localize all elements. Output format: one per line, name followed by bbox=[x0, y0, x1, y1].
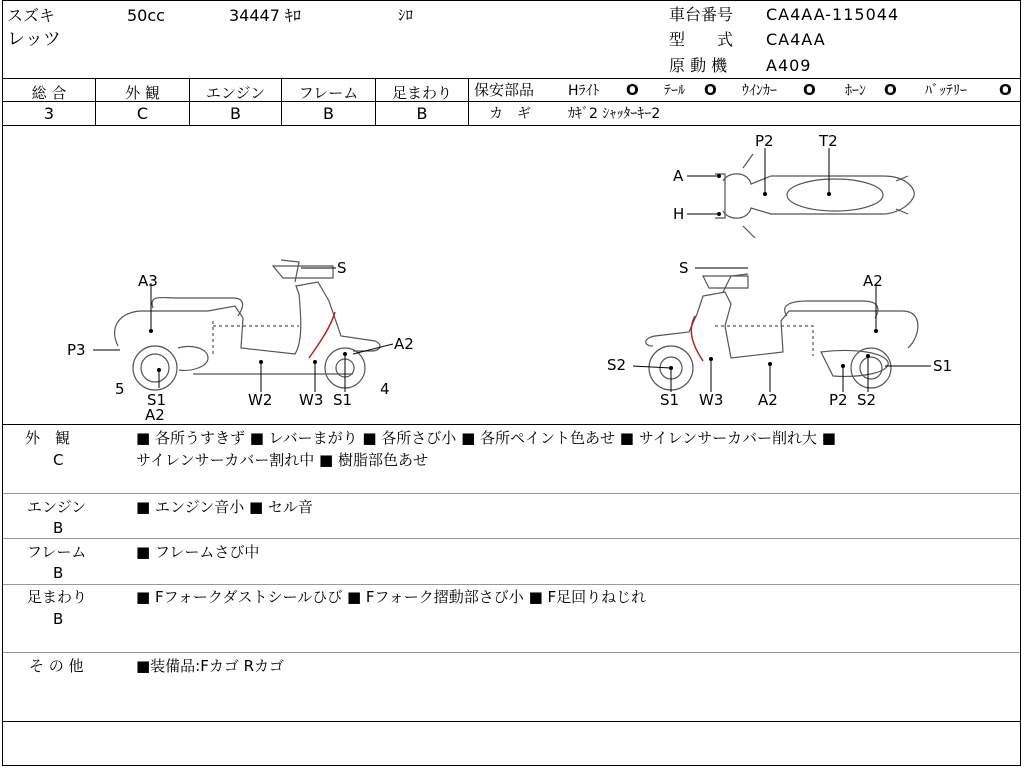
top-scooter-drawing bbox=[715, 154, 914, 238]
note-exterior-grade: C bbox=[53, 451, 64, 469]
safety-tail-mark: O bbox=[704, 81, 717, 99]
note-engine-label: エンジン bbox=[27, 498, 87, 516]
engine-label: 原 動 機 bbox=[669, 56, 728, 75]
diagram-label: W2 bbox=[248, 391, 273, 409]
safety-label: 保安部品 bbox=[474, 81, 535, 99]
type: CA4AA bbox=[766, 30, 826, 49]
engine: A409 bbox=[766, 56, 812, 75]
diagram-label: S1 bbox=[933, 357, 953, 375]
keys-value: ｶｷﾞ2 ｼｬｯﾀｰｷｰ2 bbox=[568, 106, 661, 122]
diagram-label: A2 bbox=[758, 391, 778, 409]
color: ｼﾛ bbox=[398, 6, 414, 24]
grade-exterior-value: C bbox=[136, 104, 149, 123]
note-engine-line: ■ エンジン音小 ■ セル音 bbox=[136, 498, 313, 516]
grade-overall-value: 3 bbox=[43, 104, 55, 123]
diagram-label: P3 bbox=[67, 341, 86, 359]
note-suspension-label: 足まわり bbox=[27, 588, 88, 606]
grade-engine-value: B bbox=[230, 104, 241, 123]
safety-winker: ｳｲﾝｶｰ bbox=[742, 83, 777, 99]
frame-no-label: 車台番号 bbox=[669, 5, 734, 24]
diagram-label: A2 bbox=[394, 335, 414, 353]
grade-frame-value: B bbox=[323, 104, 334, 123]
grade-engine-label: エンジン bbox=[205, 84, 266, 102]
scooter-diagram bbox=[3, 126, 1020, 424]
safety-horn: ﾎｰﾝ bbox=[845, 83, 866, 99]
diagram-label: S1 bbox=[660, 391, 680, 409]
note-suspension-line: ■ Fフォークダストシールひび ■ Fフォーク摺動部さび小 ■ F足回りねじれ bbox=[136, 588, 647, 606]
diagram-label: 5 bbox=[115, 380, 125, 398]
diagram-label: T2 bbox=[819, 132, 838, 150]
safety-headlight: Hﾗｲﾄ bbox=[568, 83, 600, 99]
diagram-label: S bbox=[337, 259, 347, 277]
diagram-label: A3 bbox=[138, 272, 158, 290]
displacement: 50cc bbox=[127, 6, 165, 25]
note-exterior-line: サイレンサーカバー割れ中 ■ 樹脂部色あせ bbox=[136, 451, 428, 469]
mileage: 34447 ｷﾛ bbox=[229, 6, 301, 25]
diagram-label: 4 bbox=[380, 380, 390, 398]
diagram-label: S2 bbox=[607, 356, 627, 374]
note-frame-label: フレーム bbox=[27, 543, 87, 561]
keys-label: カ ギ bbox=[489, 106, 531, 122]
note-engine-grade: B bbox=[53, 519, 64, 537]
safety-winker-mark: O bbox=[803, 81, 816, 99]
safety-tail: ﾃｰﾙ bbox=[664, 83, 685, 99]
safety-battery-mark: O bbox=[999, 81, 1012, 99]
type-label: 型 式 bbox=[669, 30, 734, 49]
grade-overall-label: 総 合 bbox=[31, 84, 67, 102]
diagram-label: A2 bbox=[145, 406, 165, 424]
safety-battery: ﾊﾞｯﾃﾘｰ bbox=[925, 83, 967, 99]
note-frame-line: ■ フレームさび中 bbox=[136, 543, 260, 561]
diagram-label: S1 bbox=[147, 391, 167, 409]
diagram-label: S bbox=[679, 259, 689, 277]
inspection-sheet bbox=[2, 0, 1021, 766]
diagram-label: P2 bbox=[755, 132, 774, 150]
note-exterior-label: 外 観 bbox=[25, 429, 71, 447]
note-suspension-grade: B bbox=[53, 610, 64, 628]
maker: スズキ bbox=[7, 6, 56, 25]
diagram-label: S2 bbox=[857, 391, 877, 409]
diagram-label: W3 bbox=[299, 391, 324, 409]
note-exterior-line: ■ 各所うすきず ■ レバーまがり ■ 各所さび小 ■ 各所ペイント色あせ ■ サイレンサーカバー削れ大 ■ bbox=[136, 429, 836, 447]
safety-headlight-mark: O bbox=[626, 81, 639, 99]
diagram-label: S1 bbox=[333, 391, 353, 409]
grade-frame-label: フレーム bbox=[298, 84, 359, 102]
model-name: レッツ bbox=[7, 29, 61, 50]
frame-no: CA4AA-115044 bbox=[766, 5, 900, 24]
diagram-label: A bbox=[673, 167, 684, 185]
note-frame-grade: B bbox=[53, 564, 64, 582]
diagram-label: A2 bbox=[863, 272, 883, 290]
diagram-label: H bbox=[673, 205, 685, 223]
note-other-label: そ の 他 bbox=[29, 657, 84, 675]
grade-exterior-label: 外 観 bbox=[125, 84, 160, 102]
diagram-label: W3 bbox=[699, 391, 724, 409]
note-other-line: ■装備品:Fカゴ Rカゴ bbox=[136, 657, 285, 675]
diagram-label: P2 bbox=[829, 391, 848, 409]
safety-horn-mark: O bbox=[884, 81, 897, 99]
grade-suspension-label: 足まわり bbox=[391, 84, 452, 102]
grade-suspension-value: B bbox=[416, 104, 428, 123]
